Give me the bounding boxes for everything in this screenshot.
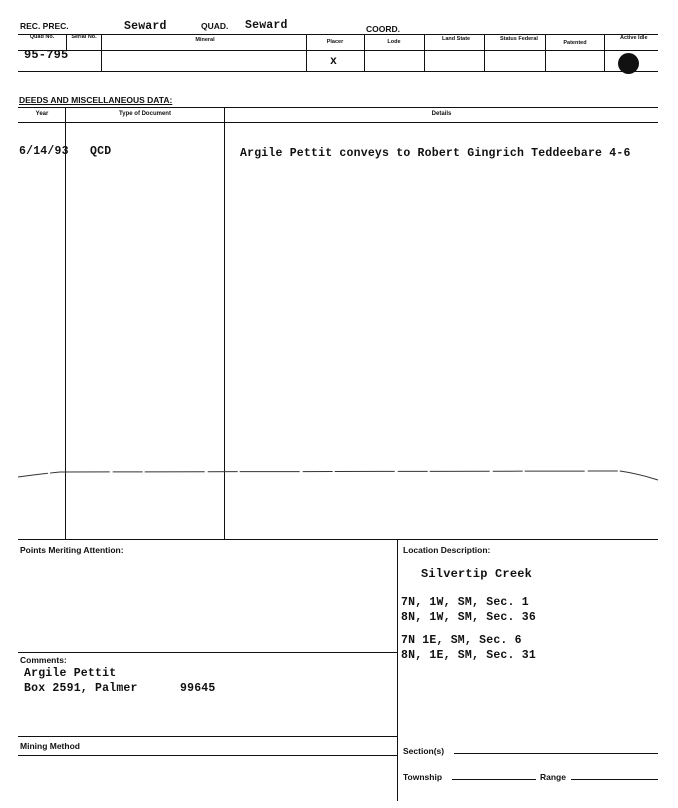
- comments-line: [18, 652, 397, 653]
- comments-line1: Argile Pettit: [24, 667, 117, 680]
- col-serial-no: Serial No.: [71, 34, 97, 40]
- location-line-3: 7N 1E, SM, Sec. 6: [401, 634, 522, 647]
- col-year: Year: [35, 111, 49, 117]
- sections-label: Section(s): [403, 746, 445, 756]
- location-label: Location Description:: [403, 545, 491, 555]
- deeds-section-title: DEEDS AND MISCELLANEOUS DATA:: [19, 95, 173, 105]
- deeds-header-bottom: [18, 122, 658, 123]
- quad-no-value: 95-795: [24, 48, 69, 62]
- mining-underline: [18, 755, 397, 756]
- col-type-of-document: Type of Document: [119, 111, 171, 117]
- placer-mark: x: [330, 55, 338, 68]
- deed-details: Argile Pettit conveys to Robert Gingrich Teddeebare 4-6: [240, 147, 631, 160]
- header-line-mid: [18, 50, 658, 51]
- col-lode: Lode: [387, 39, 401, 45]
- comments-label: Comments:: [20, 655, 67, 665]
- quad-label: QUAD.: [201, 21, 229, 31]
- scan-artifact-line: [0, 460, 678, 490]
- col-active-idle: Active Idle: [620, 35, 648, 41]
- location-line-4: 8N, 1E, SM, Sec. 31: [401, 649, 536, 662]
- col-status-federal: Status Federal: [500, 36, 538, 42]
- deed-year: 6/14/93: [19, 145, 69, 158]
- rec-prec-value: Seward: [124, 20, 167, 33]
- range-blank: [571, 779, 658, 780]
- comments-line2-zip: 99645: [180, 682, 216, 695]
- bottom-divider: [397, 539, 398, 801]
- deed-type: QCD: [90, 145, 112, 158]
- township-label: Township: [403, 772, 443, 782]
- location-line-2: 8N, 1W, SM, Sec. 36: [401, 611, 536, 624]
- range-label: Range: [540, 772, 566, 782]
- location-name: Silvertip Creek: [421, 567, 533, 581]
- sections-blank: [454, 753, 658, 754]
- col-mineral: Mineral: [195, 37, 215, 43]
- comments-line2-address: Box 2591, Palmer: [24, 682, 138, 695]
- col-land-state: Land State: [442, 36, 471, 42]
- col-patented: Patented: [563, 40, 587, 46]
- location-line-1: 7N, 1W, SM, Sec. 1: [401, 596, 529, 609]
- header-line-bottom: [18, 71, 658, 72]
- coord-label: COORD.: [366, 24, 400, 34]
- col-quad-no: Quad No.: [29, 34, 55, 40]
- mining-method-label: Mining Method: [20, 741, 80, 751]
- rec-prec-label: REC. PREC.: [20, 21, 69, 31]
- deeds-bottom-line: [18, 539, 658, 540]
- col-details: Details: [431, 111, 452, 117]
- active-filled-dot: [618, 53, 639, 74]
- deeds-header-top: [18, 107, 658, 108]
- header-line-top: [18, 34, 658, 35]
- township-blank: [452, 779, 536, 780]
- points-label: Points Meriting Attention:: [20, 545, 124, 555]
- quad-value: Seward: [245, 19, 288, 32]
- col-placer: Placer: [326, 39, 344, 45]
- mining-line: [18, 736, 397, 737]
